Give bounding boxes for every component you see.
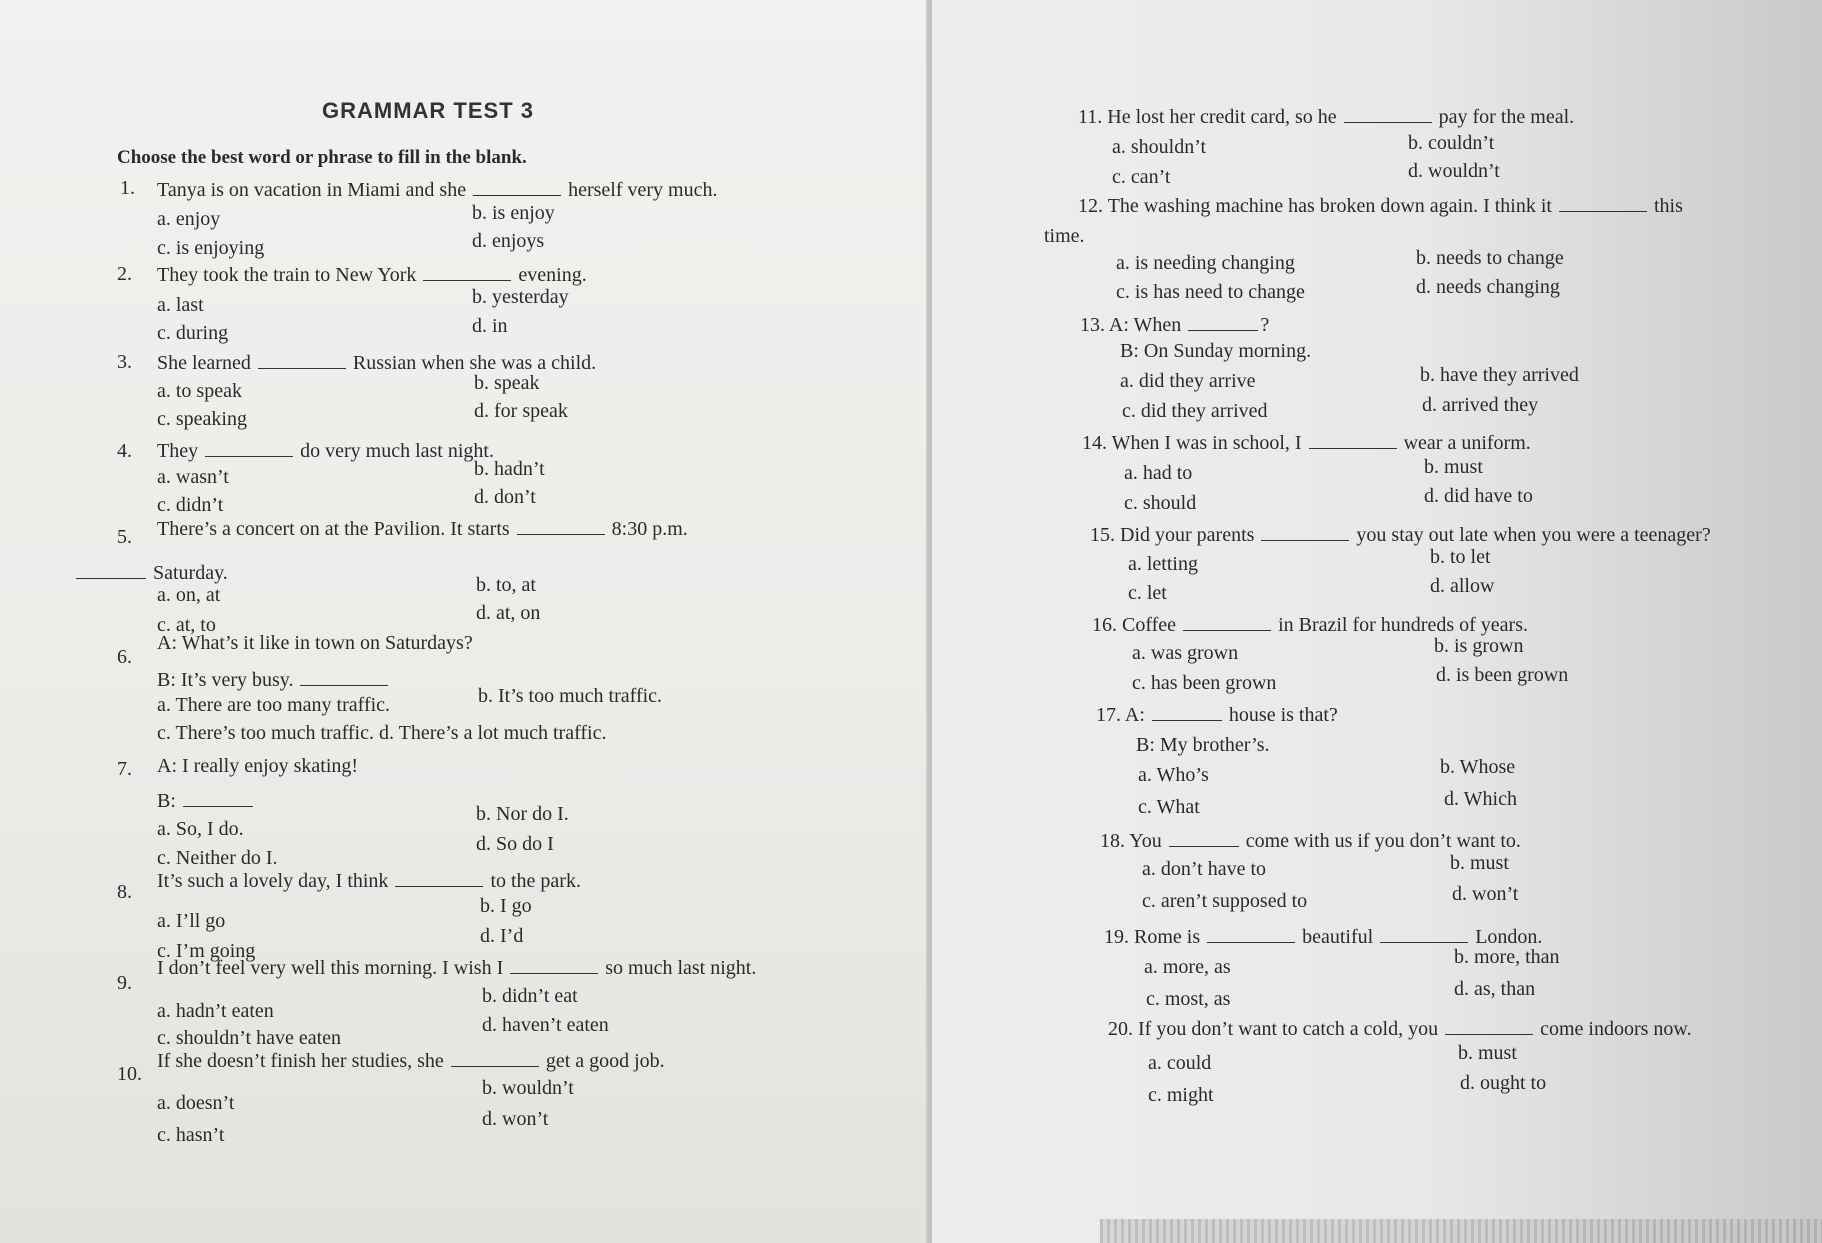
option-6b: b. It’s too much traffic.	[478, 685, 663, 707]
option-12c: c. is has need to change	[1116, 281, 1305, 303]
question-17-line-b: B: My brother’s.	[1136, 734, 1270, 756]
option-15b: b. to let	[1430, 546, 1491, 568]
option-13a: a. did they arrive	[1120, 370, 1256, 392]
option-9c: c. shouldn’t have eaten	[157, 1027, 342, 1049]
question-7-line-a: A: I really enjoy skating!	[157, 755, 359, 777]
option-17c: c. What	[1138, 796, 1200, 818]
option-19d: d. as, than	[1454, 978, 1536, 1000]
option-6cd: c. There’s too much traffic. d. There’s a lot much traffic.	[157, 722, 607, 744]
option-5b: b. to, at	[476, 574, 536, 596]
option-14b: b. must	[1424, 456, 1483, 478]
answer-blank	[1445, 1016, 1533, 1035]
question-19: 19. Rome is beautiful London.	[1104, 926, 1543, 948]
option-20c: c. might	[1148, 1084, 1214, 1106]
answer-blank	[1188, 312, 1258, 331]
option-10d: d. won’t	[482, 1108, 549, 1130]
option-14d: d. did have to	[1424, 485, 1533, 507]
question-6-number: 6.	[117, 646, 132, 668]
answer-blank	[1380, 924, 1468, 943]
option-1a: a. enjoy	[157, 208, 221, 230]
answer-blank	[1183, 612, 1271, 631]
option-15c: c. let	[1128, 582, 1167, 604]
answer-blank	[1309, 430, 1397, 449]
option-9a: a. hadn’t eaten	[157, 1000, 274, 1022]
option-14c: c. should	[1124, 492, 1197, 514]
answer-blank	[205, 438, 293, 457]
option-6a: a. There are too many traffic.	[157, 694, 391, 716]
option-18b: b. must	[1450, 852, 1509, 874]
answer-blank	[1559, 193, 1647, 212]
option-15a: a. letting	[1128, 553, 1198, 575]
option-11c: c. can’t	[1112, 166, 1171, 188]
option-14a: a. had to	[1124, 462, 1193, 484]
question-6-line-b: B: It’s very busy.	[157, 667, 390, 691]
option-19c: c. most, as	[1146, 988, 1231, 1010]
option-1d: d. enjoys	[472, 230, 545, 252]
answer-blank	[1169, 828, 1239, 847]
question-9: I don’t feel very well this morning. I wish I so much last night.	[157, 957, 757, 979]
instructions: Choose the best word or phrase to fill in the blank.	[117, 147, 527, 168]
option-19b: b. more, than	[1454, 946, 1560, 968]
right-page	[932, 0, 1822, 1243]
option-4b: b. hadn’t	[474, 458, 545, 480]
option-13c: c. did they arrived	[1122, 400, 1268, 422]
answer-blank	[183, 788, 253, 807]
torn-paper-edge	[1100, 1219, 1822, 1243]
option-2c: c. during	[157, 322, 229, 344]
option-3a: a. to speak	[157, 380, 242, 402]
option-2a: a. last	[157, 294, 204, 316]
question-2: They took the train to New York evening.	[157, 264, 587, 286]
question-6-line-a: A: What’s it like in town on Saturdays?	[157, 632, 473, 654]
option-12b: b. needs to change	[1416, 247, 1564, 269]
option-3c: c. speaking	[157, 408, 247, 430]
option-15d: d. allow	[1430, 575, 1495, 597]
answer-blank	[1344, 104, 1432, 123]
question-16: 16. Coffee in Brazil for hundreds of years.	[1092, 614, 1528, 636]
option-11a: a. shouldn’t	[1112, 136, 1207, 158]
answer-blank	[258, 350, 346, 369]
question-9-number: 9.	[117, 972, 132, 994]
question-13-line-b: B: On Sunday morning.	[1120, 340, 1312, 362]
option-1c: c. is enjoying	[157, 237, 265, 259]
option-12d: d. needs changing	[1416, 276, 1560, 298]
question-17: 17. A: house is that?	[1096, 704, 1338, 726]
option-8a: a. I’ll go	[157, 910, 226, 932]
answer-blank	[76, 560, 146, 579]
option-19a: a. more, as	[1144, 956, 1231, 978]
option-20b: b. must	[1458, 1042, 1517, 1064]
option-17d: d. Which	[1444, 788, 1517, 810]
answer-blank	[451, 1048, 539, 1067]
option-4a: a. wasn’t	[157, 466, 229, 488]
answer-blank	[1152, 702, 1222, 721]
answer-blank	[395, 868, 483, 887]
option-17b: b. Whose	[1440, 756, 1516, 778]
question-3-number: 3.	[117, 351, 132, 373]
option-5a: a. on, at	[157, 584, 221, 606]
question-3: She learned Russian when she was a child.	[157, 352, 597, 374]
option-20d: d. ought to	[1460, 1072, 1547, 1094]
answer-blank	[1261, 522, 1349, 541]
option-8c: c. I’m going	[157, 940, 256, 962]
question-12-continued: time.	[1044, 225, 1085, 247]
question-7-number: 7.	[117, 758, 132, 780]
question-1: Tanya is on vacation in Miami and she herself very much.	[157, 179, 718, 201]
question-14: 14. When I was in school, I wear a uniform.	[1082, 432, 1531, 454]
question-10: If she doesn’t finish her studies, she get a good job.	[157, 1050, 665, 1072]
option-5d: d. at, on	[476, 602, 541, 624]
option-17a: a. Who’s	[1138, 764, 1209, 786]
option-10a: a. doesn’t	[157, 1092, 235, 1114]
option-3d: d. for speak	[474, 400, 568, 422]
answer-blank	[1207, 924, 1295, 943]
test-title: GRAMMAR TEST 3	[322, 98, 534, 123]
option-4c: c. didn’t	[157, 494, 224, 516]
option-16c: c. has been grown	[1132, 672, 1277, 694]
option-2b: b. yesterday	[472, 286, 569, 308]
option-4d: d. don’t	[474, 486, 536, 508]
question-5-number: 5.	[117, 526, 132, 548]
option-10b: b. wouldn’t	[482, 1077, 574, 1099]
question-10-number: 10.	[117, 1063, 142, 1085]
option-9d: d. haven’t eaten	[482, 1014, 609, 1036]
option-16a: a. was grown	[1132, 642, 1239, 664]
option-2d: d. in	[472, 315, 508, 337]
question-1-number: 1.	[120, 177, 135, 199]
question-15: 15. Did your parents you stay out late when you were a teenager?	[1090, 524, 1711, 546]
option-16d: d. is been grown	[1436, 664, 1569, 686]
question-2-number: 2.	[117, 263, 132, 285]
option-3b: b. speak	[474, 372, 540, 394]
option-5c: c. at, to	[157, 614, 216, 636]
question-11: 11. He lost her credit card, so he pay for the meal.	[1078, 106, 1575, 128]
question-8: It’s such a lovely day, I think to the park.	[157, 870, 581, 892]
option-11d: d. wouldn’t	[1408, 160, 1500, 182]
question-18: 18. You come with us if you don’t want to.	[1100, 830, 1521, 852]
option-10c: c. hasn’t	[157, 1124, 225, 1146]
answer-blank	[473, 177, 561, 196]
option-8d: d. I’d	[480, 925, 524, 947]
question-5: There’s a concert on at the Pavilion. It starts 8:30 p.m.	[157, 518, 688, 540]
question-13: 13. A: When ?	[1080, 314, 1270, 336]
option-18c: c. aren’t supposed to	[1142, 890, 1308, 912]
option-16b: b. is grown	[1434, 635, 1524, 657]
question-12: 12. The washing machine has broken down again. I think it this	[1078, 195, 1683, 217]
question-4-number: 4.	[117, 440, 132, 462]
question-4: They do very much last night.	[157, 440, 494, 462]
answer-blank	[517, 516, 605, 535]
question-7-line-b: B:	[157, 788, 255, 812]
option-18a: a. don’t have to	[1142, 858, 1267, 880]
option-20a: a. could	[1148, 1052, 1212, 1074]
answer-blank	[510, 955, 598, 974]
question-8-number: 8.	[117, 881, 132, 903]
option-7b: b. Nor do I.	[476, 803, 569, 825]
question-5-continued: Saturday.	[74, 560, 228, 584]
option-12a: a. is needing changing	[1116, 252, 1295, 274]
answer-blank	[423, 262, 511, 281]
option-9b: b. didn’t eat	[482, 985, 578, 1007]
question-20: 20. If you don’t want to catch a cold, you come indoors now.	[1108, 1018, 1692, 1040]
option-7d: d. So do I	[476, 833, 554, 855]
option-8b: b. I go	[480, 895, 532, 917]
answer-blank	[300, 667, 388, 686]
option-11b: b. couldn’t	[1408, 132, 1495, 154]
option-7c: c. Neither do I.	[157, 847, 278, 869]
option-18d: d. won’t	[1452, 883, 1519, 905]
option-7a: a. So, I do.	[157, 818, 244, 840]
option-1b: b. is enjoy	[472, 202, 555, 224]
option-13b: b. have they arrived	[1420, 364, 1579, 386]
option-13d: d. arrived they	[1422, 394, 1539, 416]
